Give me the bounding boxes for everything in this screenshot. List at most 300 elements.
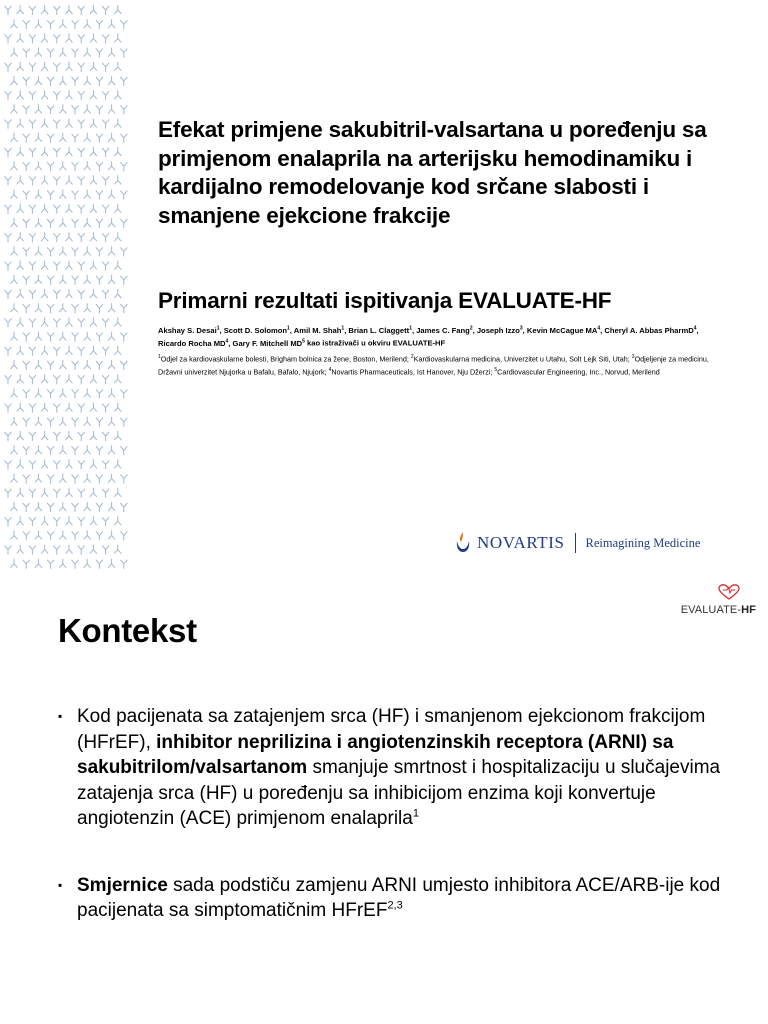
y-glyph (5, 404, 12, 413)
y-glyph (23, 304, 30, 313)
author-name: Brian L. Claggett (348, 325, 410, 335)
author-separator: , (600, 325, 605, 335)
y-glyph (11, 360, 18, 369)
y-glyph (17, 488, 24, 497)
y-glyph (5, 176, 12, 185)
y-glyph (108, 48, 115, 57)
affiliation-text: Odjel za kardiovaskularne bolesti, Brigham bolnica za žene, Boston, Merilend; (160, 354, 411, 364)
y-glyph (72, 389, 79, 398)
author-affiliation-ref: 1 (341, 325, 345, 331)
y-glyph (108, 303, 115, 312)
bullet-list (58, 704, 738, 924)
y-glyph (35, 161, 42, 170)
y-glyph (102, 318, 109, 327)
y-glyph (47, 304, 54, 313)
y-glyph (90, 488, 97, 497)
y-glyph (41, 5, 48, 14)
y-glyph (66, 204, 73, 213)
affiliation-number: 1 (158, 354, 161, 360)
y-glyph (114, 431, 121, 440)
y-glyph (78, 91, 85, 100)
author-affiliation-ref: 3 (519, 325, 523, 331)
y-glyph (35, 48, 42, 57)
author-affiliation-ref: 5 (302, 338, 305, 345)
y-glyph (90, 90, 97, 99)
y-glyph (41, 545, 48, 554)
y-glyph (72, 247, 79, 256)
novartis-flame-icon (453, 531, 473, 555)
author-affiliation-ref: 4 (225, 338, 229, 345)
y-glyph (114, 119, 121, 128)
y-glyph (78, 404, 85, 413)
y-glyph (47, 20, 54, 29)
y-glyph (23, 333, 30, 342)
y-glyph (114, 5, 121, 14)
y-glyph (114, 147, 121, 156)
y-glyph (17, 459, 24, 468)
y-glyph (90, 346, 97, 355)
y-glyph (41, 374, 48, 383)
y-glyph (72, 77, 79, 86)
bullet-marker: ▪ (58, 709, 63, 723)
y-glyph (114, 90, 121, 99)
y-glyph (35, 76, 42, 85)
y-glyph (5, 120, 12, 129)
y-glyph (29, 432, 36, 441)
y-glyph (84, 76, 91, 85)
y-glyph (53, 517, 60, 526)
y-glyph (47, 418, 54, 427)
y-glyph (47, 531, 54, 540)
affiliation-number: 5 (494, 366, 498, 373)
y-glyph (108, 76, 115, 85)
y-glyph (17, 204, 24, 213)
y-glyph (47, 191, 54, 200)
y-glyph (90, 403, 97, 412)
y-glyph (17, 289, 24, 298)
affiliation-number: 3 (631, 354, 635, 360)
y-glyph (96, 105, 103, 114)
y-glyph (72, 446, 79, 455)
y-glyph (23, 134, 30, 143)
y-glyph (5, 460, 12, 469)
y-glyph (72, 105, 79, 114)
y-glyph (96, 333, 103, 342)
y-glyph (29, 290, 36, 299)
presentation-title: Efekat primjene sakubitril-valsartana u poređenju sa primjenom enalaprila na arterijsku hemodinamiku i kardijalno remodelovanje kod srčane slabosti i smanjene ejekcione frakcije (158, 117, 707, 228)
y-glyph (90, 119, 97, 128)
y-glyph (108, 104, 115, 113)
y-glyph (53, 546, 60, 555)
y-glyph (90, 317, 97, 326)
y-glyph (35, 474, 42, 483)
author-separator: , (696, 325, 699, 335)
y-glyph (5, 347, 12, 356)
y-glyph (114, 459, 121, 468)
y-glyph (35, 303, 42, 312)
y-glyph (102, 233, 109, 242)
y-glyph (108, 474, 115, 483)
y-glyph (120, 77, 127, 86)
y-glyph (29, 205, 36, 214)
y-glyph (11, 246, 18, 255)
y-glyph (53, 233, 60, 242)
y-glyph (35, 104, 42, 113)
y-glyph (59, 559, 66, 568)
bullet1-bold: inhibitor neprilizina i angiotenzinskih receptora (ARNI) sa sakubitrilom/valsartanom (77, 731, 674, 778)
y-glyph (120, 49, 127, 58)
y-glyph (29, 489, 36, 498)
y-glyph (78, 233, 85, 242)
y-glyph (78, 318, 85, 327)
y-glyph (47, 389, 54, 398)
y-glyph (120, 333, 127, 342)
y-glyph (23, 531, 30, 540)
y-glyph (120, 304, 127, 313)
y-glyph (96, 531, 103, 540)
y-glyph (53, 205, 60, 214)
y-glyph (114, 289, 121, 298)
y-glyph (53, 176, 60, 185)
y-glyph (90, 459, 97, 468)
y-glyph (96, 219, 103, 228)
y-glyph (120, 162, 127, 171)
y-glyph (47, 247, 54, 256)
y-glyph (66, 62, 73, 71)
y-glyph (84, 530, 91, 539)
y-glyph (102, 375, 109, 384)
y-glyph (35, 559, 42, 568)
y-glyph (78, 176, 85, 185)
y-glyph (66, 346, 73, 355)
y-glyph (84, 190, 91, 199)
bullet-marker: ▪ (58, 877, 63, 892)
y-glyph (47, 77, 54, 86)
y-shape-pattern-decoration (0, 0, 130, 578)
y-glyph (84, 303, 91, 312)
y-glyph (47, 560, 54, 569)
author-affiliation-ref: 4 (693, 325, 697, 331)
y-glyph (120, 560, 127, 569)
y-glyph (17, 431, 24, 440)
y-glyph (66, 147, 73, 156)
y-glyph (11, 332, 18, 341)
y-glyph (84, 445, 91, 454)
y-glyph (17, 232, 24, 241)
y-glyph (96, 276, 103, 285)
y-glyph (29, 148, 36, 157)
y-glyph (59, 417, 66, 426)
y-glyph (11, 303, 18, 312)
y-glyph (78, 34, 85, 43)
y-glyph (59, 474, 66, 483)
y-glyph (59, 388, 66, 397)
y-glyph (29, 91, 36, 100)
y-glyph (35, 218, 42, 227)
y-glyph (23, 560, 30, 569)
y-glyph (47, 162, 54, 171)
y-glyph (66, 516, 73, 525)
y-glyph (5, 233, 12, 242)
y-glyph (47, 475, 54, 484)
y-glyph (11, 417, 18, 426)
y-glyph (17, 62, 24, 71)
y-glyph (114, 516, 121, 525)
y-glyph (23, 276, 30, 285)
y-glyph (35, 360, 42, 369)
y-glyph (59, 530, 66, 539)
y-glyph (108, 332, 115, 341)
y-glyph (59, 76, 66, 85)
author-name: Amil M. Shah (293, 325, 342, 335)
y-glyph (72, 134, 79, 143)
y-glyph (11, 104, 18, 113)
bullet-item (58, 873, 738, 924)
y-glyph (47, 361, 54, 370)
y-glyph (29, 34, 36, 43)
y-glyph (5, 489, 12, 498)
y-glyph (35, 190, 42, 199)
y-glyph (23, 105, 30, 114)
novartis-logo (453, 530, 700, 556)
y-glyph (66, 431, 73, 440)
y-glyph (102, 489, 109, 498)
y-glyph (84, 332, 91, 341)
y-glyph (47, 105, 54, 114)
y-glyph (78, 148, 85, 157)
y-glyph (11, 218, 18, 227)
y-glyph (47, 219, 54, 228)
y-glyph (120, 20, 127, 29)
y-glyph (29, 6, 36, 15)
y-glyph (72, 361, 79, 370)
y-glyph (120, 503, 127, 512)
y-glyph (96, 560, 103, 569)
y-glyph (96, 247, 103, 256)
y-glyph (108, 133, 115, 142)
y-glyph (108, 559, 115, 568)
y-glyph (108, 388, 115, 397)
y-glyph (78, 546, 85, 555)
y-glyph (29, 233, 36, 242)
author-affiliation-ref: 1 (286, 325, 290, 331)
y-glyph (72, 191, 79, 200)
y-glyph (41, 119, 48, 128)
y-glyph (11, 388, 18, 397)
y-glyph (78, 489, 85, 498)
y-glyph (35, 502, 42, 511)
affiliation-number: 4 (328, 366, 332, 373)
y-glyph (114, 33, 121, 42)
author-name: Cheryl A. Abbas PharmD (604, 325, 694, 335)
y-glyph (41, 346, 48, 355)
y-glyph (29, 176, 36, 185)
y-glyph (35, 417, 42, 426)
y-glyph (41, 317, 48, 326)
y-glyph (108, 445, 115, 454)
y-glyph (59, 332, 66, 341)
y-glyph (35, 19, 42, 28)
author-affiliation-ref: 1 (216, 325, 220, 331)
y-glyph (72, 276, 79, 285)
y-glyph (108, 530, 115, 539)
y-glyph (72, 304, 79, 313)
y-glyph (84, 360, 91, 369)
y-glyph (35, 388, 42, 397)
y-glyph (72, 475, 79, 484)
heart-icon (718, 584, 740, 600)
y-glyph (53, 290, 60, 299)
y-glyph (108, 417, 115, 426)
y-glyph (5, 262, 12, 271)
y-glyph (53, 375, 60, 384)
y-glyph (84, 48, 91, 57)
author-separator: , (522, 325, 527, 335)
y-glyph (11, 161, 18, 170)
y-glyph (29, 460, 36, 469)
y-glyph (53, 148, 60, 157)
y-glyph (5, 148, 12, 157)
y-glyph (102, 404, 109, 413)
y-glyph (35, 275, 42, 284)
y-glyph (114, 488, 121, 497)
y-glyph (120, 446, 127, 455)
y-glyph (102, 517, 109, 526)
y-glyph (72, 503, 79, 512)
y-glyph (53, 120, 60, 129)
bullet2-text: sada podstiču zamjenu ARNI umjesto inhibitora ACE/ARB-ije kod pacijenata sa simptomatičnim HFrEF (77, 874, 721, 921)
y-glyph (108, 161, 115, 170)
y-glyph (47, 446, 54, 455)
evaluate-hf-logo (681, 584, 756, 618)
y-glyph (90, 204, 97, 213)
y-glyph (41, 33, 48, 42)
y-glyph (53, 318, 60, 327)
y-glyph (102, 34, 109, 43)
y-glyph (41, 516, 48, 525)
bullet1-text-cont: smanjuje smrtnost i hospitalizaciju u slučajevima zatajenja srca (HF) u poređenju sa inhibicijom enzima koji konvertuje angiotenzin (ACE) primjenom enalaprila (77, 757, 721, 829)
y-glyph (96, 20, 103, 29)
y-glyph (23, 389, 30, 398)
author-separator: , (411, 325, 417, 335)
y-glyph (72, 219, 79, 228)
y-glyph (5, 91, 12, 100)
y-glyph (120, 531, 127, 540)
y-glyph (96, 77, 103, 86)
y-glyph (66, 545, 73, 554)
y-glyph (23, 191, 30, 200)
y-glyph (102, 290, 109, 299)
y-glyph (96, 49, 103, 58)
author-name: James C. Fang (416, 325, 470, 335)
y-glyph (72, 418, 79, 427)
y-glyph (29, 404, 36, 413)
y-glyph (11, 133, 18, 142)
y-glyph (66, 403, 73, 412)
author-list (158, 323, 708, 349)
logo-suffix: HF (741, 604, 756, 616)
y-glyph (5, 6, 12, 15)
y-glyph (5, 205, 12, 214)
y-glyph (23, 219, 30, 228)
y-glyph (72, 333, 79, 342)
author-affiliation-ref: 2 (469, 325, 473, 331)
y-glyph (23, 49, 30, 58)
y-glyph (108, 218, 115, 227)
author-affiliation-ref: 1 (409, 325, 412, 331)
y-glyph (90, 232, 97, 241)
y-glyph (114, 62, 121, 71)
y-glyph (102, 148, 109, 157)
y-glyph (78, 460, 85, 469)
author-name: Gary F. Mitchell MD (232, 338, 303, 348)
y-glyph (41, 62, 48, 71)
y-glyph (66, 119, 73, 128)
y-glyph (102, 91, 109, 100)
y-glyph (47, 276, 54, 285)
y-glyph (84, 474, 91, 483)
y-glyph (29, 546, 36, 555)
section-title: Kontekst (58, 612, 197, 649)
y-glyph (72, 49, 79, 58)
y-glyph (96, 389, 103, 398)
author-affiliation-ref: 4 (597, 325, 601, 331)
y-glyph (23, 418, 30, 427)
y-glyph (11, 190, 18, 199)
y-glyph (120, 361, 127, 370)
y-glyph (102, 347, 109, 356)
y-glyph (17, 317, 24, 326)
y-glyph (29, 63, 36, 72)
y-glyph (96, 446, 103, 455)
y-glyph (41, 147, 48, 156)
y-glyph (66, 459, 73, 468)
y-glyph (5, 517, 12, 526)
y-glyph (78, 6, 85, 15)
y-glyph (114, 403, 121, 412)
y-glyph (41, 403, 48, 412)
y-glyph (5, 290, 12, 299)
y-glyph (59, 161, 66, 170)
y-glyph (35, 332, 42, 341)
y-glyph (78, 290, 85, 299)
y-glyph (102, 63, 109, 72)
y-glyph (102, 460, 109, 469)
y-glyph (102, 6, 109, 15)
y-glyph (47, 49, 54, 58)
y-glyph (11, 76, 18, 85)
y-glyph (66, 488, 73, 497)
author-separator: , (228, 338, 233, 348)
y-glyph (96, 191, 103, 200)
y-glyph (78, 432, 85, 441)
y-glyph (84, 104, 91, 113)
y-glyph (41, 261, 48, 270)
y-glyph (17, 545, 24, 554)
y-glyph (84, 559, 91, 568)
y-glyph (84, 388, 91, 397)
y-glyph (17, 261, 24, 270)
logo-divider (575, 533, 576, 553)
y-glyph (35, 246, 42, 255)
y-glyph (17, 33, 24, 42)
bullet-item (58, 704, 738, 832)
y-glyph (114, 545, 121, 554)
y-glyph (96, 361, 103, 370)
y-glyph (5, 546, 12, 555)
y-glyph (66, 232, 73, 241)
y-glyph (90, 289, 97, 298)
